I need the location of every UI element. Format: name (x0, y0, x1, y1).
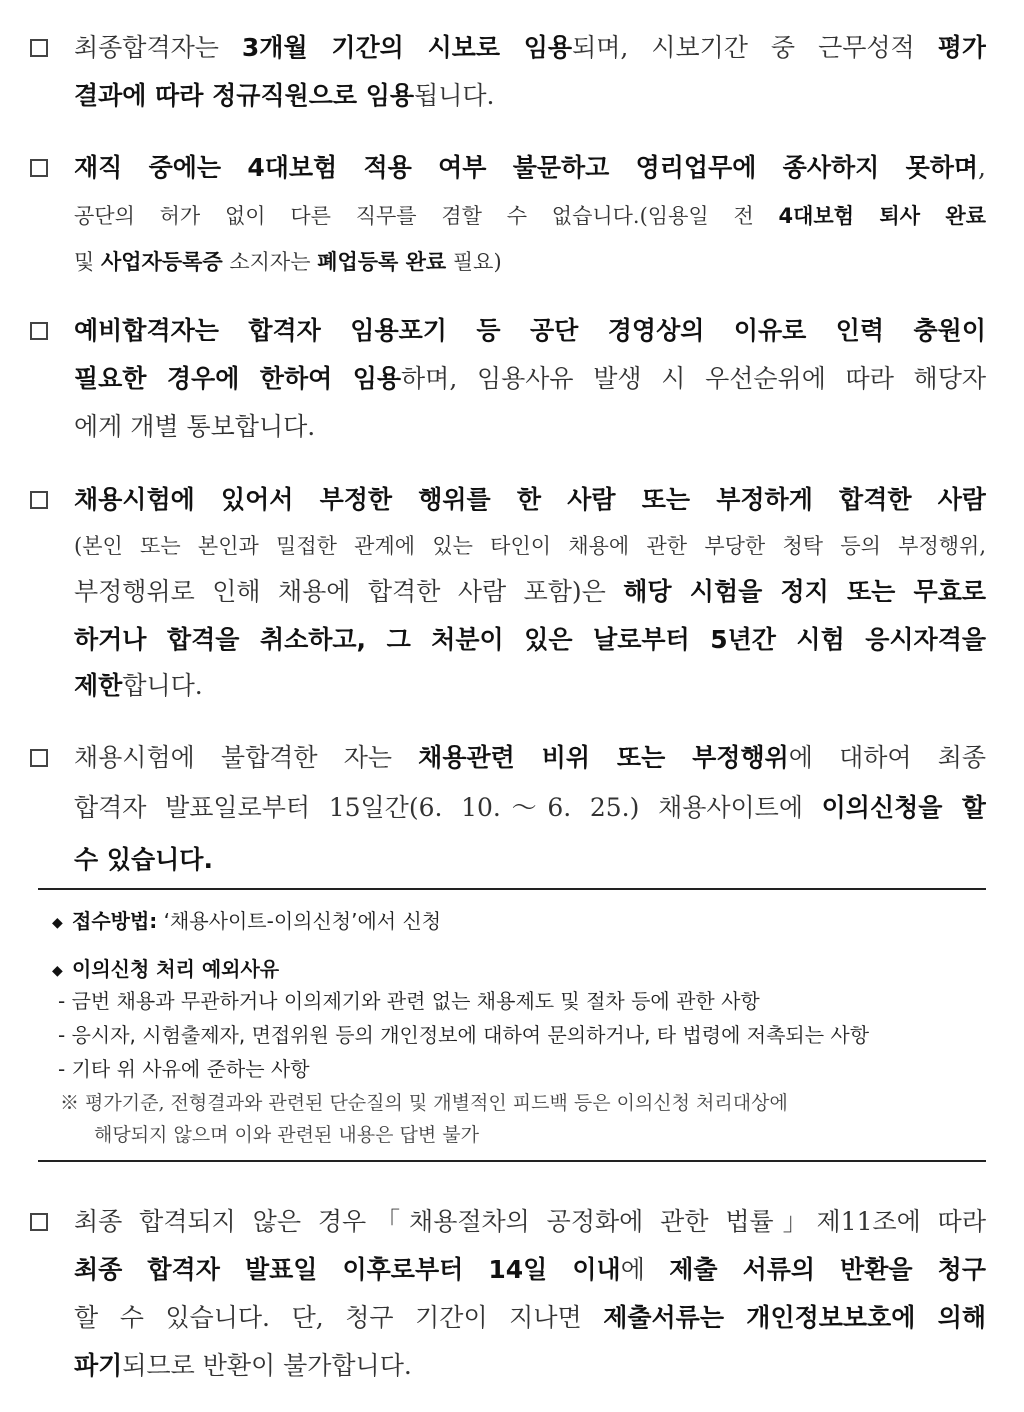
text-segment: 에게 개별 통보합니다. (74, 412, 316, 441)
item-line (74, 622, 986, 658)
item-line (74, 1348, 986, 1384)
item-line (74, 482, 986, 518)
item-line (74, 1204, 986, 1240)
bold-text-segment: 제한 (74, 671, 123, 700)
text-segment: 되며, 시보기간 중 근무성적 (572, 33, 938, 62)
diamond-bullet-icon: ◆ (52, 962, 63, 979)
text-segment: 공단의 허가 없이 다른 직무를 겸할 수 없습니다.(임용일 전 (74, 204, 779, 228)
bold-text-segment: 4대보험 퇴사 완료 (778, 204, 986, 228)
item-line (74, 30, 986, 66)
bold-text-segment: 예비합격자는 합격자 임용포기 등 공단 경영상의 이유로 인력 충원이 (74, 316, 986, 345)
text-segment: (본인 또는 본인과 밀접한 관계에 있는 타인이 채용에 관한 부당한 청탁 등의 부정행위, (74, 534, 986, 558)
bold-text-segment: 사업자등록증 (100, 250, 223, 274)
bold-text-segment: 파기 (74, 1351, 123, 1380)
receipt-method-label: 접수방법: (72, 909, 158, 933)
receipt-method-text: ‘채용사이트-이의신청’에서 신청 (157, 909, 442, 933)
item-line (74, 78, 986, 114)
bold-text-segment: 제출서류는 개인정보보호에 의해 (603, 1303, 986, 1332)
text-segment: 부정행위로 인해 채용에 합격한 사람 포함)은 (74, 577, 624, 606)
exception-item: - 응시자, 시험출제자, 면접위원 등의 개인정보에 대하여 문의하거나, 타 법령에 저촉되는 사항 (58, 1023, 870, 1047)
bold-text-segment: 제출 서류의 반환을 청구 (669, 1255, 986, 1284)
item-line (74, 668, 986, 704)
text-segment: 및 (74, 250, 101, 274)
exception-title-text: 이의신청 처리 예외사유 (72, 957, 280, 981)
checkbox-square-icon (30, 1213, 48, 1231)
bold-text-segment: 3개월 기간의 시보로 임용 (241, 33, 573, 62)
bold-text-segment: 최종 합격자 발표일 이후로부터 14일 이내 (74, 1255, 621, 1284)
item-line (74, 528, 986, 564)
reference-note-cont: 해당되지 않으며 이와 관련된 내용은 답변 불가 (94, 1124, 479, 1146)
item-line (74, 244, 986, 280)
item-line (74, 790, 986, 826)
checkbox-square-icon (30, 491, 48, 509)
bold-text-segment: 이의신청을 할 (821, 793, 986, 822)
item-line (74, 150, 986, 186)
bold-text-segment: 채용관련 비위 또는 부정행위 (418, 743, 789, 772)
text-segment: 됩니다. (414, 81, 495, 110)
text-segment: 에 (620, 1255, 670, 1284)
exception-item: - 금번 채용과 무관하거나 이의제기와 관련 없는 채용제도 및 절차 등에 관한 사항 (58, 989, 760, 1013)
item-line (74, 198, 986, 234)
checkbox-square-icon (30, 749, 48, 767)
text-segment: 합격자 발표일로부터 15일간(6. 10.～6. 25.) 채용사이트에 (74, 793, 822, 822)
text-segment: , (978, 153, 986, 182)
item-line (74, 361, 986, 397)
bold-text-segment: 필요한 경우에 한하여 임용 (74, 364, 402, 393)
item-line (74, 740, 986, 776)
item-line (74, 313, 986, 349)
text-segment: 필요) (446, 250, 502, 274)
bold-text-segment: 해당 시험을 정지 또는 무효로 (623, 577, 986, 606)
receipt-method (52, 906, 441, 938)
text-segment: 채용시험에 불합격한 자는 (74, 743, 419, 772)
diamond-bullet-icon: ◆ (52, 914, 63, 931)
bold-text-segment: 폐업등록 완료 (317, 250, 447, 274)
text-segment: 에 대하여 최종 (788, 743, 986, 772)
text-segment: 하며, 임용사유 발생 시 우선순위에 따라 해당자 (401, 364, 986, 393)
bold-text-segment: 채용시험에 있어서 부정한 행위를 한 사람 또는 부정하게 합격한 사람 (74, 485, 986, 514)
bold-text-segment: 하거나 합격을 취소하고, 그 처분이 있은 날로부터 5년간 시험 응시자격을 (74, 625, 986, 654)
bold-text-segment: 평가 (937, 33, 986, 62)
item-line (74, 409, 986, 445)
checkbox-square-icon (30, 159, 48, 177)
exception-item: - 기타 위 사유에 준하는 사항 (58, 1057, 310, 1081)
exception-title (52, 954, 279, 986)
bold-text-segment: 수 있습니다. (74, 845, 213, 874)
notice-bottom-rule (38, 1160, 986, 1162)
checkbox-square-icon (30, 39, 48, 57)
item-line (74, 1252, 986, 1288)
checkbox-square-icon (30, 322, 48, 340)
item-line (74, 1300, 986, 1336)
item-line (74, 842, 986, 878)
reference-note: ※ 평가기준, 전형결과와 관련된 단순질의 및 개별적인 피드백 등은 이의신청 처리대상에 (60, 1092, 788, 1114)
text-segment: 최종합격자는 (74, 33, 242, 62)
text-segment: 소지자는 (222, 250, 318, 274)
text-segment: 합니다. (122, 671, 203, 700)
item-line (74, 574, 986, 610)
notice-top-rule (38, 888, 986, 890)
bold-text-segment: 재직 중에는 4대보험 적용 여부 불문하고 영리업무에 종사하지 못하며 (74, 153, 979, 182)
text-segment: 할 수 있습니다. 단, 청구 기간이 지나면 (74, 1303, 604, 1332)
text-segment: 최종 합격되지 않은 경우「채용절차의 공정화에 관한 법률」제11조에 따라 (74, 1207, 986, 1236)
text-segment: 되므로 반환이 불가합니다. (122, 1351, 412, 1380)
bold-text-segment: 결과에 따라 정규직원으로 임용 (74, 81, 415, 110)
